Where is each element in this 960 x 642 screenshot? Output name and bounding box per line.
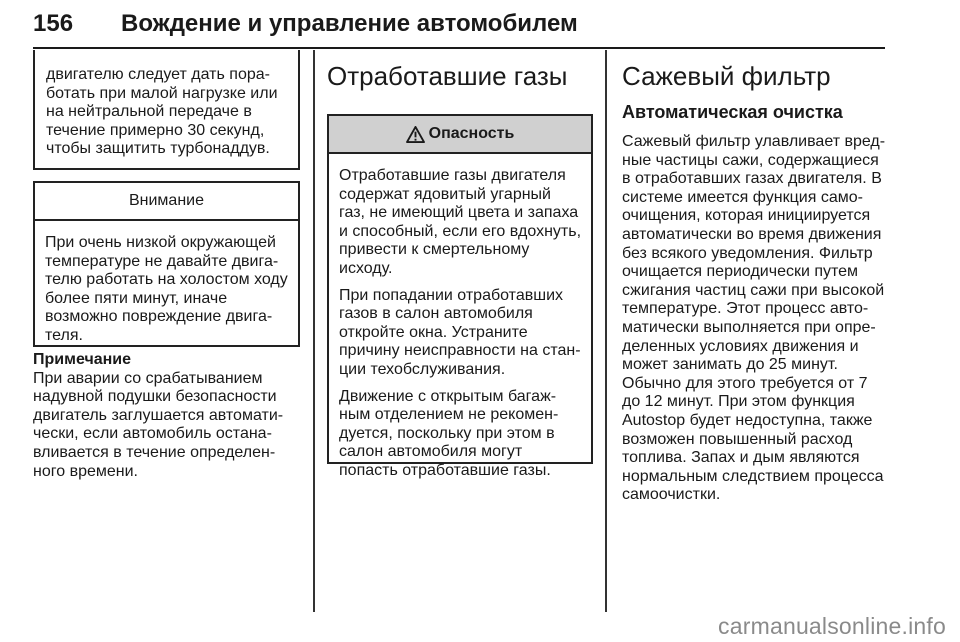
danger-paragraph: Отработавшие газы двигателя содержат ядовитый угарный газ, не имеющий цвета и запаха и способный, если его вдохнуть, привести к смертельному исходу. — [339, 167, 582, 277]
note-section — [33, 351, 303, 481]
section-heading-exhaust: Отработавшие газы — [327, 61, 568, 91]
subheading-auto-cleaning: Автоматическая очистка — [622, 102, 843, 122]
column-divider-2 — [605, 50, 607, 612]
soot-filter-text: Сажевый фильтр улавливает вред- ные частицы сажи, содержащиеся в отработавших газах двигателя. В системе имеется функция само- очищения, которая инициируется автоматически во время движения без всякого уведомления. Фильтр очищается периодически путем сжигания частиц сажи при высокой температуре. Этот процесс авто- матически выполняется при опре- деленных условиях движения и может занимать до 25 минут. Обычно для этого требуется от 7 до 12 минут. При этом функция Autostop будет недоступна, также возможен повышенный расход топлива. Запах и дым являются нормальным следствием процесса самоочистки. — [622, 133, 886, 504]
column-divider-1 — [313, 50, 315, 612]
caution-text: При очень низкой окружающей температуре не давайте двига- телю работать на холостом ходу более пяти минут, иначе возможно повреждение двига- теля. — [45, 234, 288, 344]
note-title: Примечание — [33, 351, 132, 368]
continued-notice-box — [33, 50, 300, 170]
page-number: 156 — [33, 10, 74, 37]
continued-notice-text: двигателю следует дать пора- ботать при малой нагрузке или на нейтральной передаче в течение примерно 30 секунд, чтобы защитить турбонаддув. — [46, 66, 278, 158]
danger-box — [327, 114, 593, 479]
caution-box — [33, 181, 300, 347]
chapter-title: Вождение и управление автомобилем — [121, 10, 578, 37]
danger-paragraph: Движение с открытым багаж- ным отделением не рекомен- дуется, поскольку при этом в салон автомобиля могут попасть отработавшие газы. — [339, 387, 559, 479]
caution-title: Внимание — [35, 183, 298, 221]
danger-header — [329, 116, 591, 154]
header-divider — [33, 47, 885, 49]
watermark: carmanualsonline.info — [718, 613, 946, 639]
warning-triangle-icon — [406, 126, 425, 143]
section-heading-soot-filter: Сажевый фильтр — [622, 61, 831, 91]
danger-paragraph: При попадании отработавших газов в салон автомобиля откройте окна. Устраните причину неисправности на стан- ции техобслуживания. — [339, 286, 581, 378]
note-text: При аварии со срабатыванием надувной подушки безопасности двигатель заглушается автомати- чески, если автомобиль остана- вливается в течение определен- ного времени. — [33, 369, 284, 480]
page-header — [33, 6, 885, 46]
danger-title: Опасность — [428, 125, 515, 142]
